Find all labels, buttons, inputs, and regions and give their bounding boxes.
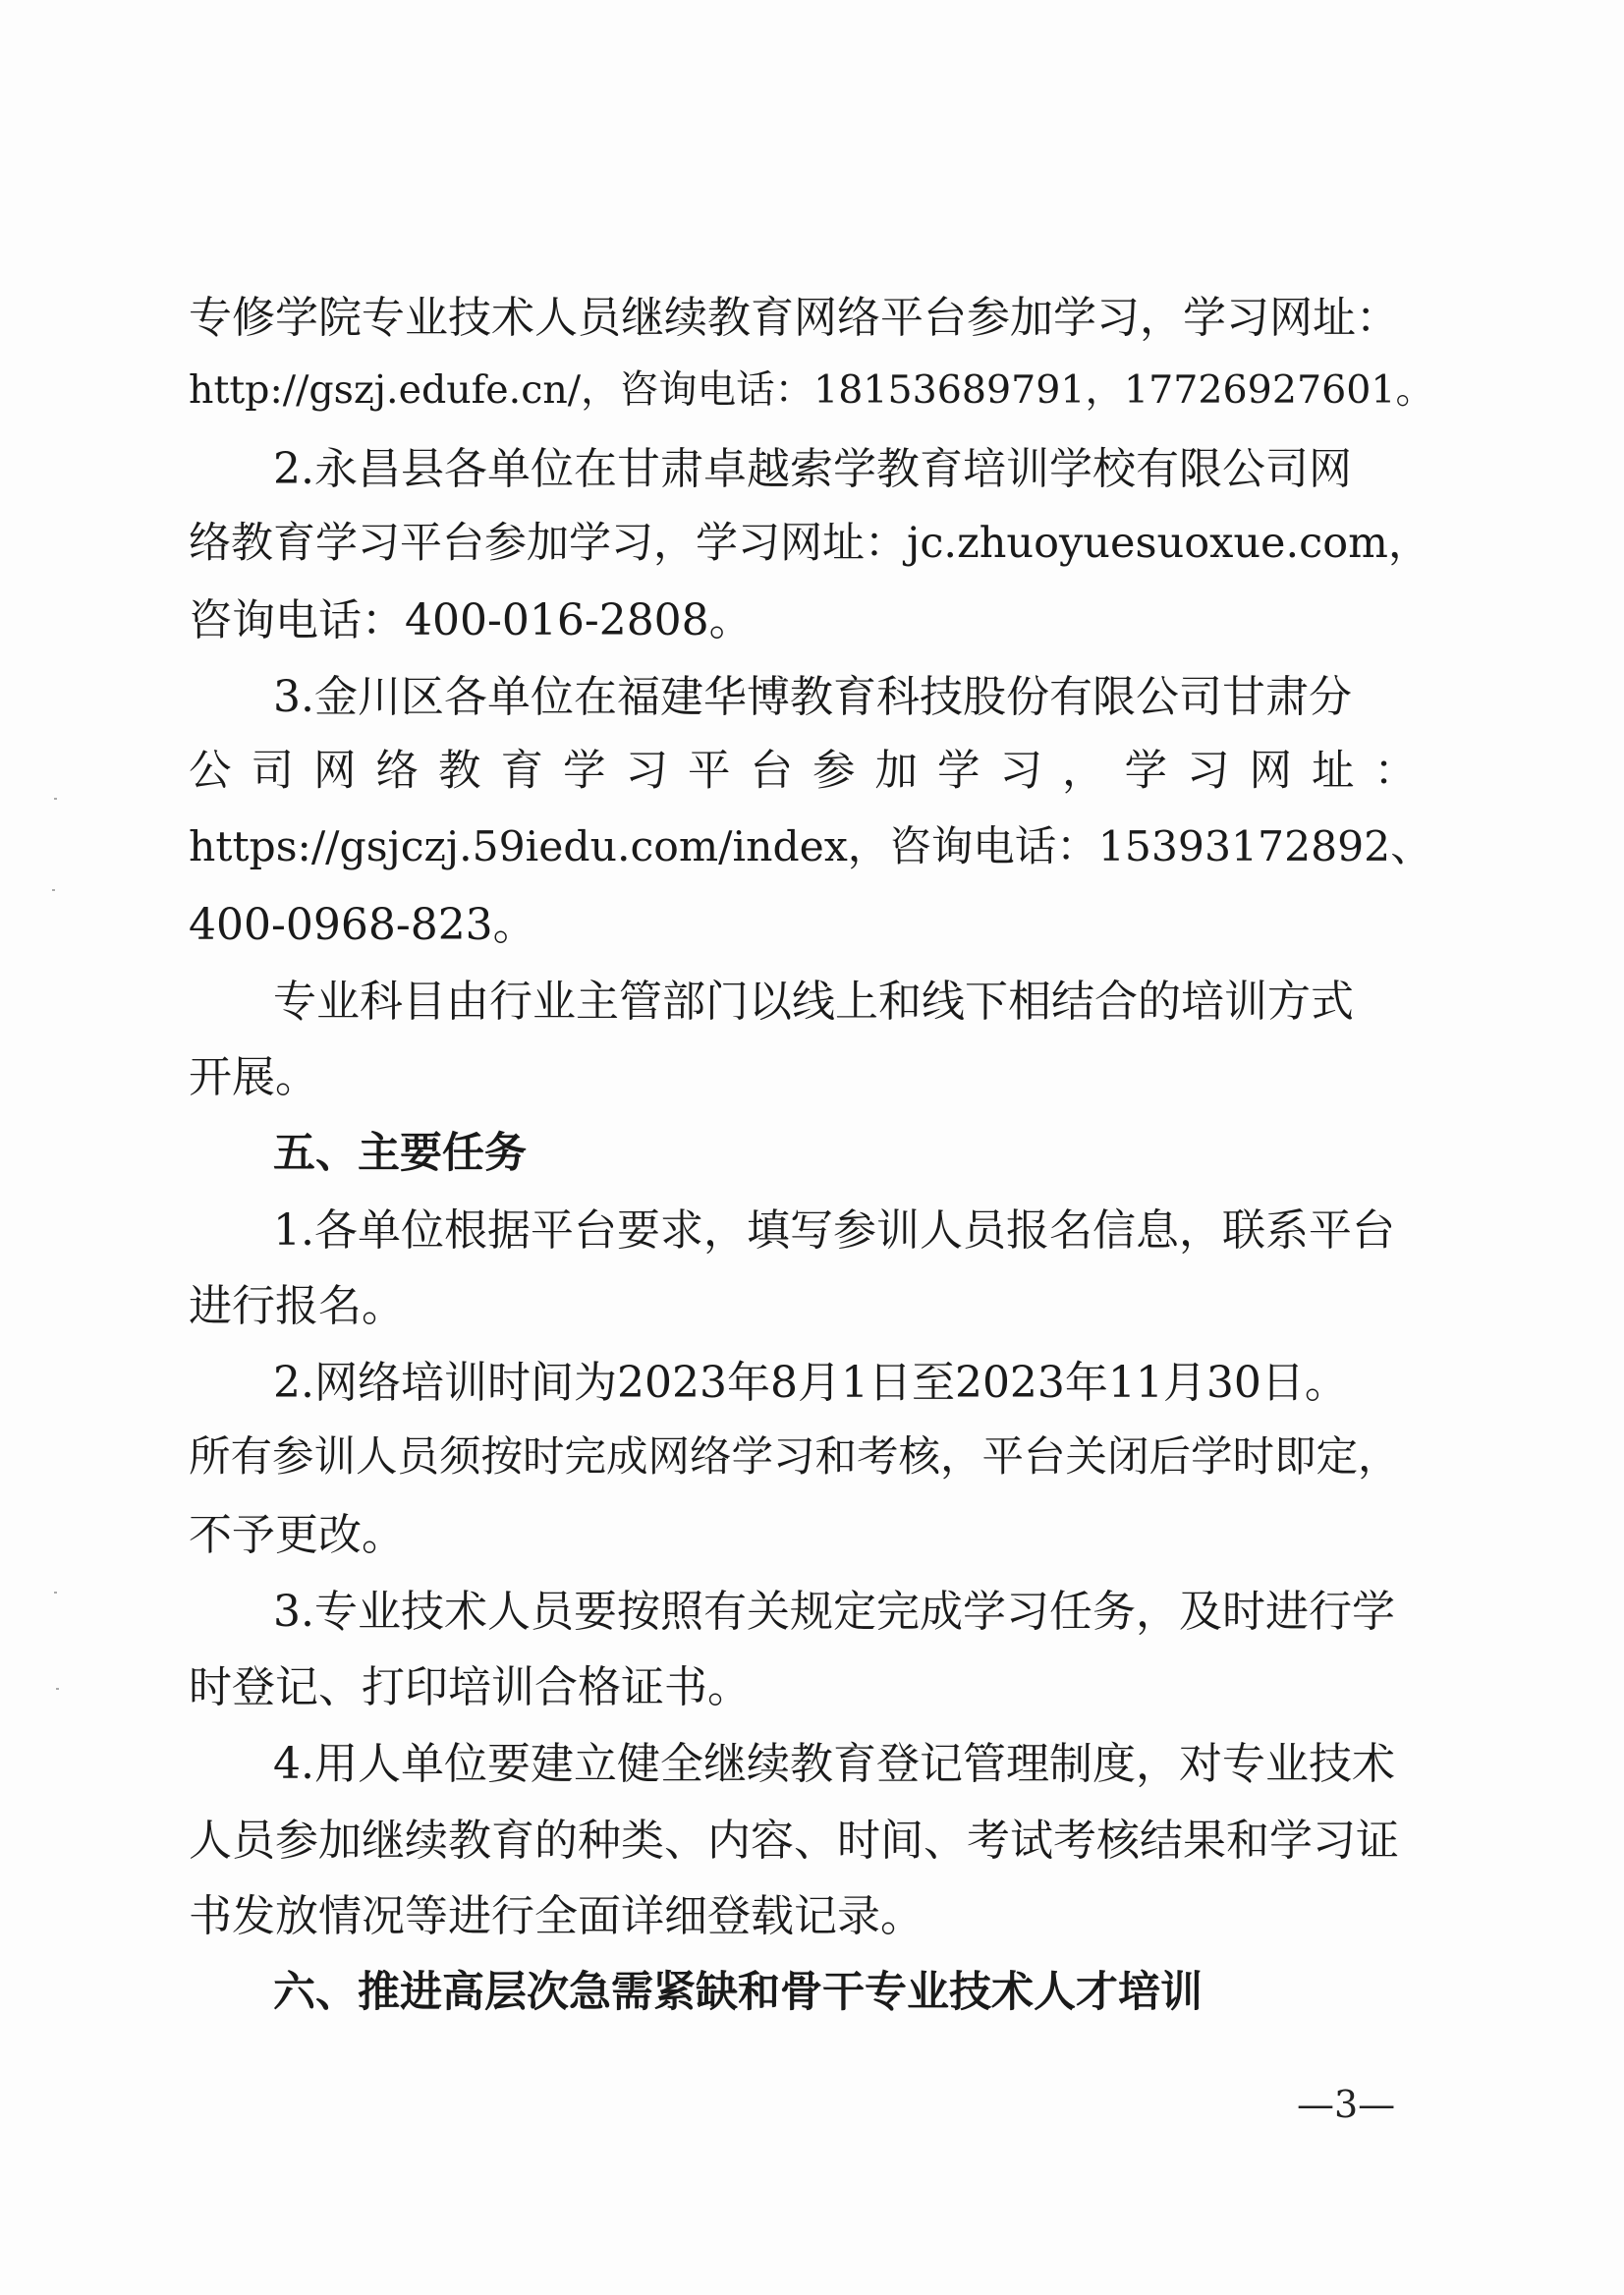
text-line-20: 4.用人单位要建立健全继续教育登记管理制度，对专业技术 [273, 1739, 1395, 1789]
text-line-1: 专修学院专业技术人员继续教育网络平台参加学习，学习网址： [189, 293, 1399, 343]
section-heading-6: 六、推进高层次急需紧缺和骨干专业技术人才培训 [273, 1968, 1203, 2017]
scan-speck [54, 798, 57, 800]
text-line-2: http://gszj.edufe.cn/，咨询电话：18153689791，17726927601。 [189, 367, 1434, 413]
section-heading-5: 五、主要任务 [273, 1129, 527, 1178]
text-line-5: 咨询电话：400-016-2808。 [189, 595, 753, 645]
text-line-10: 专业科目由行业主管部门以线上和线下相结合的培训方式 [273, 977, 1354, 1027]
text-line-19: 时登记、打印培训合格证书。 [189, 1662, 751, 1712]
scan-speck [52, 889, 55, 891]
text-line-22: 书发放情况等进行全面详细登载记录。 [189, 1891, 924, 1941]
text-line-3: 2.永昌县各单位在甘肃卓越索学教育培训学校有限公司网 [273, 444, 1352, 494]
text-line-9: 400-0968-823。 [189, 900, 536, 950]
text-line-11: 开展。 [189, 1052, 318, 1102]
text-line-8: https://gsjczj.59iedu.com/index，咨询电话：15393172892、 [189, 823, 1432, 871]
text-line-16: 所有参训人员须按时完成网络学习和考核，平台关闭后学时即定， [189, 1433, 1400, 1482]
page-number: —3— [1297, 2083, 1396, 2126]
text-line-13: 1.各单位根据平台要求，填写参训人员报名信息，联系平台 [273, 1205, 1395, 1256]
text-line-15: 2.网络培训时间为2023年8月1日至2023年11月30日。 [273, 1358, 1348, 1408]
text-line-17: 不予更改。 [189, 1510, 405, 1560]
text-line-6: 3.金川区各单位在福建华博教育科技股份有限公司甘肃分 [273, 672, 1352, 722]
text-line-4: 络教育学习平台参加学习，学习网址：jc.zhuoyuesuoxue.com， [189, 519, 1430, 568]
text-line-14: 进行报名。 [189, 1281, 405, 1331]
text-line-21: 人员参加继续教育的种类、内容、时间、考试考核结果和学习证 [189, 1816, 1399, 1866]
scan-speck [56, 1688, 59, 1690]
text-line-7: 公司网络教育学习平台参加学习，学习网址： [189, 747, 1436, 796]
text-line-18: 3.专业技术人员要按照有关规定完成学习任务，及时进行学 [273, 1587, 1395, 1637]
scan-speck [54, 1592, 57, 1594]
